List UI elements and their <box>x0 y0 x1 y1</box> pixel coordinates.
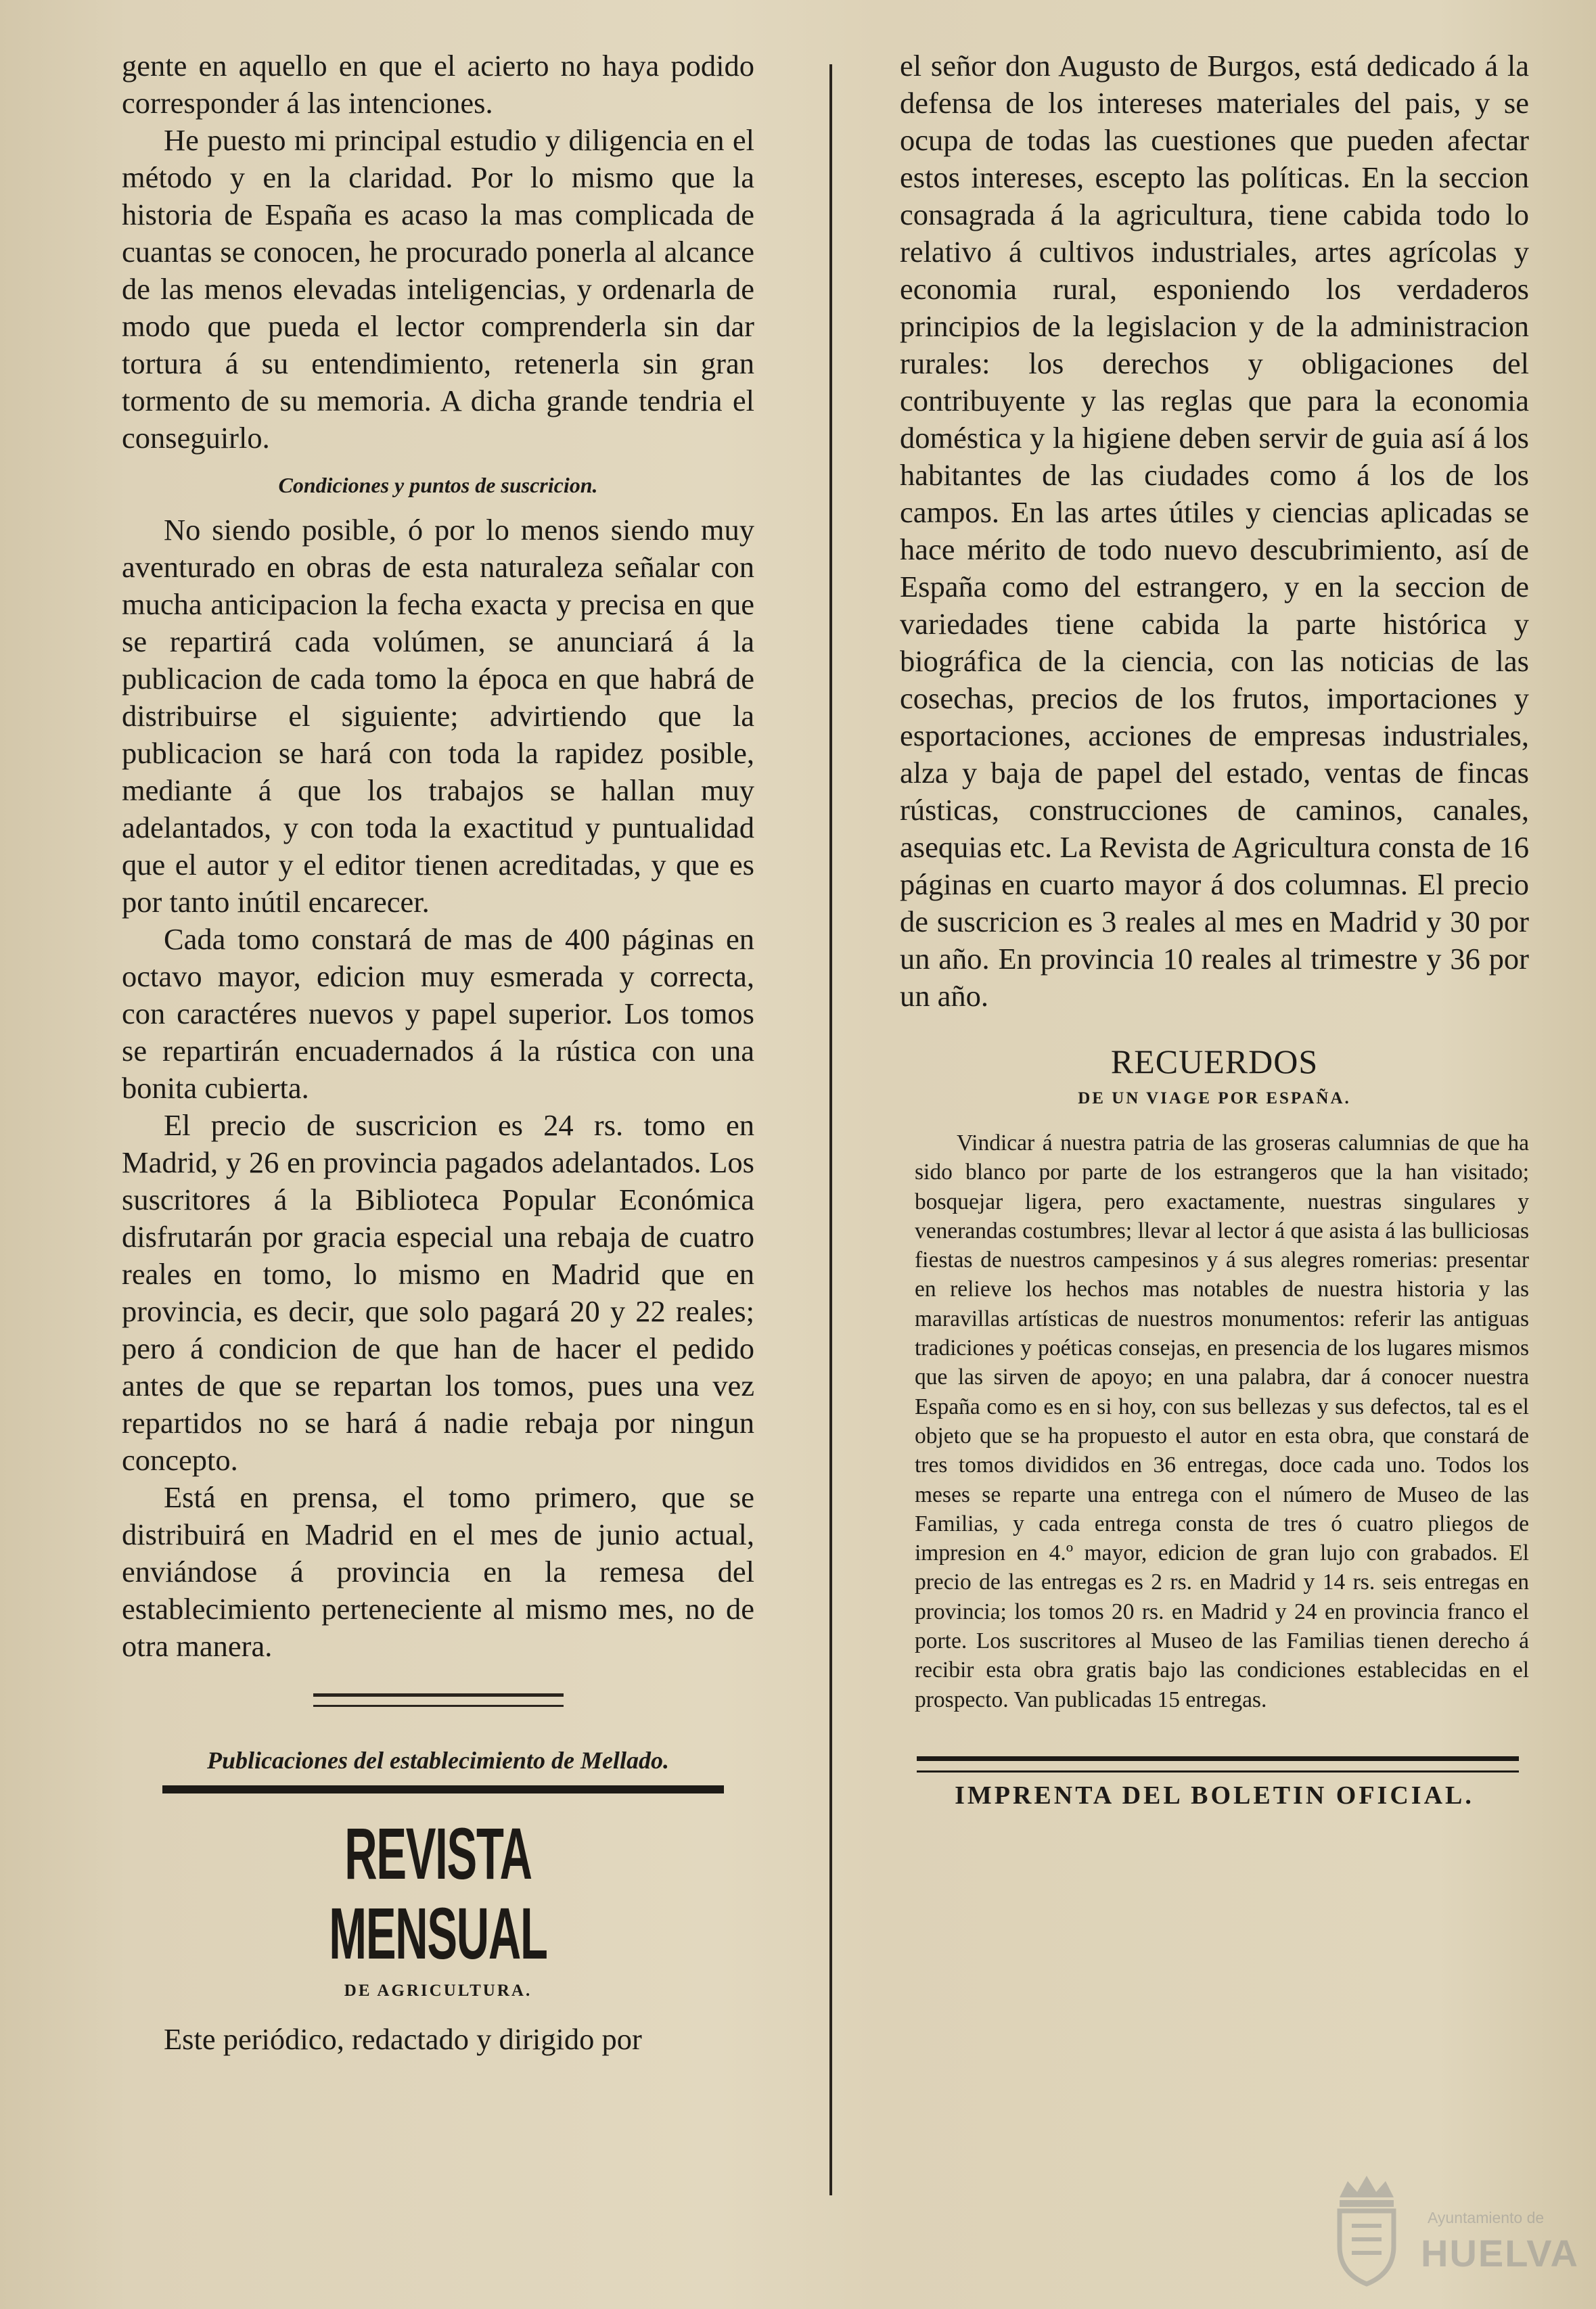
conditions-heading: Condiciones y puntos de suscricion. <box>278 473 598 497</box>
recuerdos-subtitle: DE UN VIAGE POR ESPAÑA. <box>1078 1089 1351 1107</box>
left-para-5: El precio de suscricion es 24 rs. tomo en Madrid, y 26 en provincia pagados adelantados. Los suscritores á la Biblioteca Popular Económica disfrutarán por gracia especial una rebaja de cuatro reales en tomo, lo mismo en Madrid que en provincia, es decir, que solo pagará 20 y 22 reales; pero á condicion de que han de hacer el pedido antes de que se repartan los tomos, pues una vez repartidos no se hará á nadie rebaja por ningun concepto. <box>122 1108 754 1477</box>
column-divider <box>829 64 832 2195</box>
left-para-2: He puesto mi principal estudio y diligencia en el método y en la claridad. Por lo mismo que la historia de España es acaso la mas complicada de cuantas se conocen, he procurado ponerla al alcance de las menos elevadas inteligencias, y ordenarla de modo que pueda el lector comprenderla sin dar tortura á su entendimiento, retenerla sin gran tormento de su memoria. A dicha grande tendria el conseguirlo. <box>122 123 754 455</box>
right-para-2: Vindicar á nuestra patria de las groseras calumnias de que ha sido blanco por parte de los estrangeros que la han visitado; bosquejar ligera, pero exactamente, nuestras singulares y venerandas costumbres; llevar al lector á que asista á las bulliciosas fiestas de nuestros campesinos y á sus alegres romerias: presentar en relieve los hechos mas notables de nuestra historia y las maravillas artísticas de nuestros monumentos: referir las antiguas tradiciones y poéticas consejas, en presencia de los lugares mismos que las sirven de apoyo; en una palabra, dar á conocer nuestra España como es en si hoy, con sus bellezas y sus defectos, tal es el objeto que se ha propuesto el autor en esta obra, que constará de tres tomos divididos en 36 entregas, doce cada uno. Todos los meses se reparte una entrega con el número de Museo de las Familias, y cada entrega consta de tres ó cuatro pliegos de impresion en 4.º mayor, edicion de gran lujo con grabados. El precio de las entregas es 2 rs. en Madrid y 14 rs. seis entregas en provincia; los tomos 20 rs. en Madrid y 24 en provincia franco el porte. Los suscritores al Museo de las Familias tienen derecho á recibir esta obra gratis bajo las condiciones establecidas en el prospecto. Van publicadas 15 entregas. <box>915 1130 1529 1712</box>
left-para-7: Este periódico, redactado y dirigido por <box>164 2022 642 2056</box>
section-divider <box>313 1693 564 1707</box>
left-para-3: No siendo posible, ó por lo menos siendo muy aventurado en obras de esta naturaleza señalar con mucha anticipacion la fecha exacta y precisa en que se repartirá cada volúmen, se anunciará á la publicacion de cada tomo la época en que habrá de distribuirse el siguiente; advirtiendo que la publicacion se hará con toda la rapidez posible, mediante á que los trabajos se hallan muy adelantados, y con toda la exactitud y puntualidad que el autor y el editor tienen acreditadas, y que es por tanto inútil encarecer. <box>122 513 754 919</box>
crown-shield-icon <box>1326 2172 1407 2287</box>
imprint-rule <box>917 1756 1519 1773</box>
revista-subtitle: DE AGRICULTURA. <box>344 1982 532 2000</box>
recuerdos-title: RECUERDOS <box>1110 1043 1319 1080</box>
publications-heading: Publicaciones del establecimiento de Mellado. <box>207 1747 669 1774</box>
left-para-1: gente en aquello en que el acierto no haya podido corresponder á las intenciones. <box>122 49 754 120</box>
watermark-city-label: Ayuntamiento de <box>1428 2209 1545 2226</box>
watermark-town-name: HUELVA <box>1421 2232 1579 2274</box>
huelva-watermark <box>1326 2172 1579 2293</box>
imprint-line: IMPRENTA DEL BOLETIN OFICIAL. <box>955 1781 1474 1810</box>
left-para-4: Cada tomo constará de mas de 400 páginas en octavo mayor, edicion muy esmerada y correcta, con caractéres nuevos y papel superior. Los tomos se repartirán encuadernados á la rústica con una bonita cubierta. <box>122 922 754 1105</box>
masthead-rule <box>162 1785 724 1793</box>
left-column <box>122 47 754 2058</box>
right-column <box>900 47 1529 1810</box>
left-para-6: Está en prensa, el tomo primero, que se distribuirá en Madrid en el mes de junio actual, enviándose á provincia en la remesa del establecimiento perteneciente al mismo mes, no de otra manera. <box>122 1480 754 1663</box>
right-para-1: el señor don Augusto de Burgos, está dedicado á la defensa de los intereses materiales del pais, y se ocupa de todas las cuestiones que pueden afectar estos intereses, escepto las políticas. En la seccion consagrada á la agricultura, tiene cabida todo lo relativo á cultivos industriales, artes agrícolas y economia rural, esponiendo los verdaderos principios de la legislacion y de la administracion rurales: los derechos y obligaciones del contribuyente y las reglas que para la economia doméstica y la higiene deben servir de guia así á los habitantes de las ciudades como á los de los campos. En las artes útiles y ciencias aplicadas se hace mérito de todo nuevo descubrimiento, así de España como del estrangero, y en la seccion de variedades tiene cabida la parte histórica y biográfica de la ciencia, con las noticias de las cosechas, precios de los frutos, importaciones y esportaciones, acciones de empresas industriales, alza y baja de papel del estado, ventas de fincas rústicas, construcciones de caminos, canales, asequias etc. La Revista de Agricultura consta de 16 páginas en cuarto mayor á dos columnas. El precio de suscricion es 3 reales al mes en Madrid y 30 por un año. En provincia 10 reales al trimestre y 36 por un año. <box>900 49 1529 1013</box>
revista-masthead: REVISTA MENSUAL <box>329 1812 547 1974</box>
